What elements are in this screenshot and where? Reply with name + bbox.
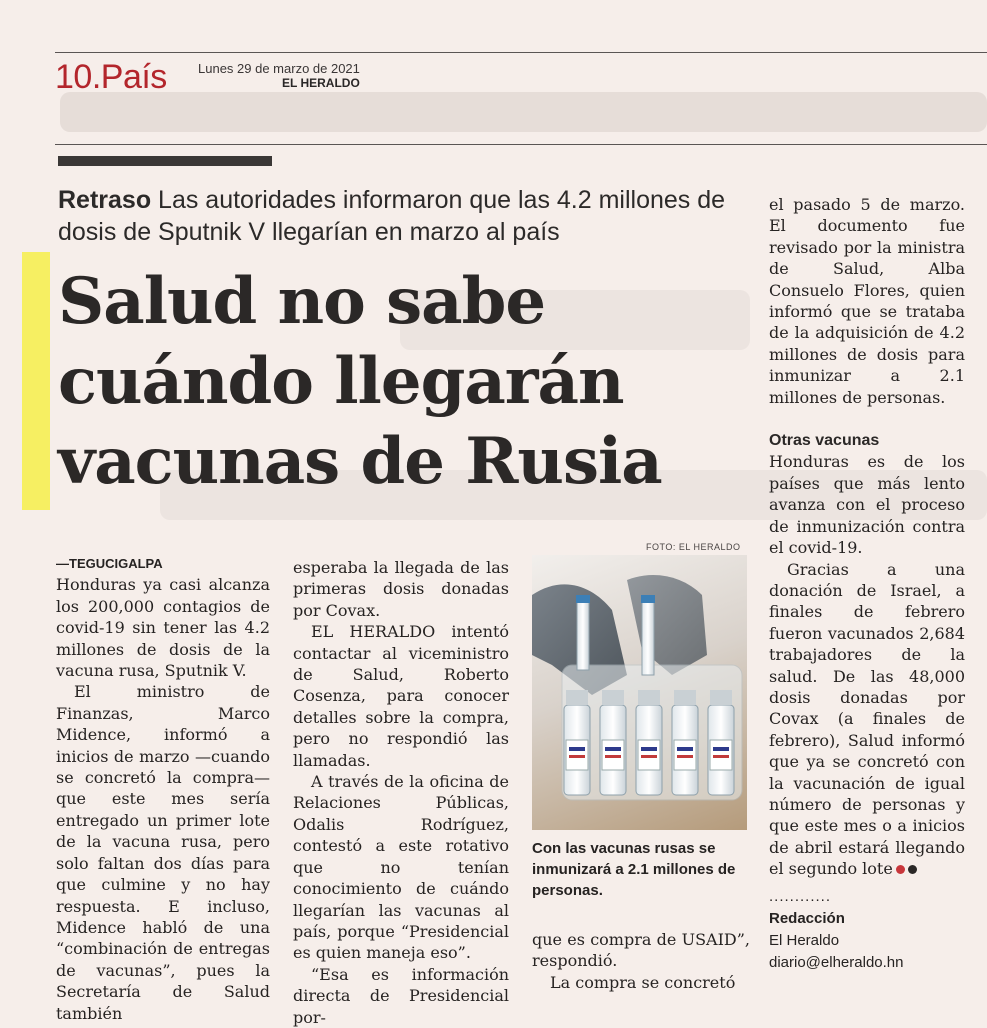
headline-line-1: Salud no sabe	[58, 264, 546, 339]
vaccine-vials-illustration	[532, 555, 747, 830]
headline-line-2: cuándo llegarán	[58, 344, 624, 419]
col4-paragraph-3-text: Gracias a una donación de Israel, a finales de febrero fueron vacunados 2,684 trabajadores de la salud. De las 48,000 dosis donadas por Covax (a finales de febrero), Salud informó que ya se concretó con la vacunación de igual número de personas y que este mes o a inicios de abril estará llegando el segundo lote	[769, 559, 965, 879]
photo-credit: FOTO: EL HERALDO	[646, 542, 741, 552]
vaccine-vials-photo	[532, 555, 747, 830]
signature-dots: ............	[769, 887, 832, 905]
column-2	[293, 557, 509, 1028]
photo-caption: Con las vacunas rusas se inmunizará a 2.1 millones de personas.	[532, 840, 736, 899]
end-mark-dark-dot	[908, 865, 917, 874]
bleed-through-band-top	[60, 92, 987, 132]
col2-paragraph-3: A través de la oficina de Relaciones Públicas, Odalis Rodríguez, contestó a este rotativo que no tenían conocimiento de cuándo llegarían las vacunas al país, porque “Presidencial es quien maneja eso”.	[293, 772, 509, 963]
article-headline	[58, 262, 758, 502]
end-mark-red-dot	[896, 865, 905, 874]
kicker-label: Retraso	[58, 186, 152, 214]
dateline: —TEGUCIGALPA	[56, 556, 163, 571]
col1-paragraph-2: El ministro de Finanzas, Marco Midence, informó a inicios de marzo —cuando se concretó la compra— que este mes sería entregado un primer lote de la vacuna rusa, pero solo faltan dos días para que culmine y no hay respuesta. E incluso, Midence habló de una “combinación de entregas de vacunas”, pues la Secretaría de Salud también	[56, 682, 270, 1023]
article-kicker	[58, 184, 758, 248]
column-4	[769, 194, 965, 974]
signature-email: diario@elheraldo.hn	[769, 953, 904, 971]
header-bottom-rule	[55, 144, 987, 145]
yellow-highlighter-mark	[22, 252, 50, 510]
col4-paragraph-1: el pasado 5 de marzo. El documento fue revisado por la ministra de Salud, Alba Consuelo Flores, quien informó que se trataba de la adquisición de 4.2 millones de dosis para inmunizar a 2.1 millones de personas.	[769, 195, 965, 407]
page-section-label	[55, 58, 167, 97]
article-accent-bar	[58, 156, 272, 166]
col1-paragraph-1: Honduras ya casi alcanza los 200,000 contagios de covid-19 sin tener las 4.2 millones de dosis de la vacuna rusa, Sputnik V.	[56, 575, 270, 681]
col2-paragraph-2: EL HERALDO intentó contactar al viceministro de Salud, Roberto Cosenza, para conocer detalles sobre la compra, pero no respondió las llamadas.	[293, 622, 509, 770]
issue-date: Lunes 29 de marzo de 2021	[198, 61, 360, 76]
col4-paragraph-2: Honduras es de los países que más lento avanza con el proceso de inmunización contra el covid-19.	[769, 452, 965, 558]
header-top-rule	[55, 52, 987, 53]
col2-paragraph-4: “Esa es información directa de Presidencial por-	[293, 964, 509, 1027]
signature-label: Redacción	[769, 909, 845, 927]
column-1	[56, 553, 270, 1024]
column-3	[532, 929, 750, 993]
col3-paragraph-2: La compra se concretó	[550, 972, 736, 992]
col3-paragraph-1: que es compra de USAID”, respondió.	[532, 930, 750, 971]
kicker-text: Las autoridades informaron que las 4.2 millones de dosis de Sputnik V llegarían en marzo al país	[58, 186, 726, 246]
subheading-otras-vacunas: Otras vacunas	[769, 432, 880, 450]
newspaper-name: EL HERALDO	[282, 76, 360, 90]
headline-line-3: vacunas de Rusia	[58, 424, 662, 499]
signature-org: El Heraldo	[769, 931, 840, 949]
col4-paragraph-3	[769, 559, 965, 880]
page-number: 10.	[55, 58, 101, 96]
section-name: País	[100, 58, 167, 96]
col2-paragraph-1: esperaba la llegada de las primeras dosis donadas por Covax.	[293, 558, 509, 620]
